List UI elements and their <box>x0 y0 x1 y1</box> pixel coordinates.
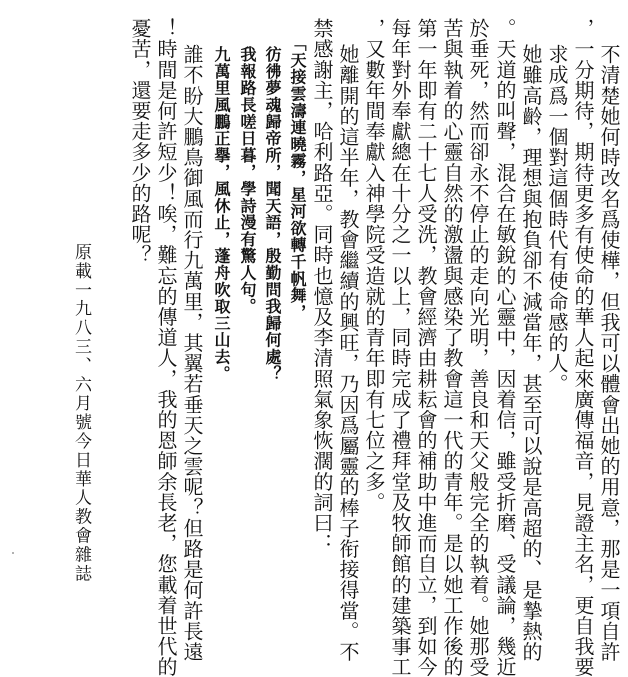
poem-line: 彷彿夢魂歸帝所，聞天語，殷勤問我歸何處？ <box>263 46 282 382</box>
poem-line: 九萬里風鵬正擧，風休止，蓬舟吹取三山去。 <box>212 46 231 382</box>
text-column: 不清楚她何時改名爲使樺，但我可以體會出她的用意，那是一項自許 <box>597 44 621 662</box>
text-column: ！時間是何許短少！唉，難忘的傳道人，我的恩師余長老，您載着世代的 <box>154 18 178 677</box>
scan-speck <box>12 552 14 554</box>
poem-line: 「天接雲濤連曉霧，星河欲轉千帆舞， <box>288 35 307 321</box>
text-column: 憂苦，還要走多少的路呢？ <box>128 18 152 266</box>
text-column: 。天道的叫聲，混合在敏銳的心靈中，因着信，雖受折磨、受議論，幾近 <box>493 18 517 677</box>
text-column: 誰不盼大鵬鳥御風而行九萬里，其翼若垂天之雲呢？但路是何許長遠 <box>180 44 204 662</box>
text-column: ，又數年間奉獻入神學院受造就的青年即有七位之多。 <box>362 18 386 513</box>
text-column: 她雖高齡，理想與抱負卻不減當年，甚至可以說是高超的、是摯熱的 <box>519 44 543 662</box>
text-column: 苦與執着的心靈自然的激盪與感染了教會這一代的青年。是以她工作後的 <box>440 18 464 677</box>
text-column: 求成爲一個對這個時代有使命感的人。 <box>545 44 569 395</box>
text-column: 每年對外奉獻總在十分之一以上，同時完成了禮拜堂及牧師館的建築事工 <box>388 18 412 677</box>
text-column: 禁感謝主，哈利路亞。同時也憶及李清照氣象恢濶的詞曰： <box>310 18 334 554</box>
text-column: ，一分期待，期待更多有使命的華人起來廣傳福音，見證主名，更自我要 <box>571 18 595 677</box>
text-column: 第一年即有二十七人受洗，教會經濟由耕耘會的補助中進而自立，到如今 <box>414 18 438 677</box>
poem-line: 我報路長嗟日暮，學詩漫有驚人句。 <box>238 46 257 315</box>
text-column: 於垂死，然而卻永不停止的走向光明，善良和天父般完全的執着。她那受 <box>466 18 490 677</box>
source-note: 原載一九八三、六月號今日華人教會雜誌 <box>71 243 91 584</box>
text-column: 她離開的這半年，教會繼續的興旺，乃因爲屬靈的棒子衔接得當。不 <box>336 44 360 662</box>
